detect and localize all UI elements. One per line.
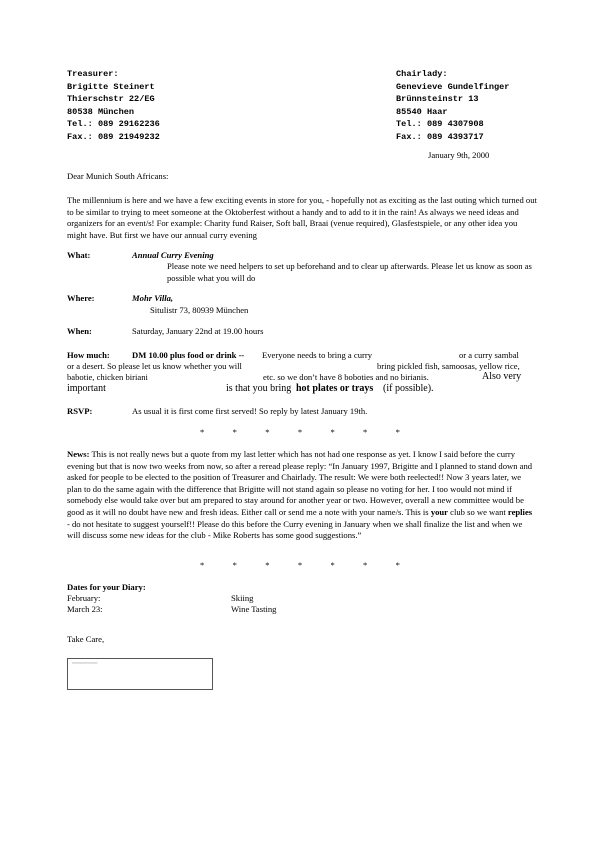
treasurer-address-block xyxy=(67,68,160,144)
news-quote-a: “In January 1997, Brigitte and I planned to stand down and asked for people to be elected to the position of Treasurer and Chairlady. The result: We were both reelected!! Now 3 years later, we plan to do the same again with the difference that Brigitte will not stand again so please no voting for her. I too would not mind if somebody else would take over but am prepared to stay around for another year or two. However, overall a new committee would be good as it will no doubt have new and fresh ideas. Either call or send me a note with your name/s. This is xyxy=(67,460,533,517)
how-much-line4b: is that you bring xyxy=(226,383,292,394)
separator-star: * xyxy=(297,427,303,437)
news-label: News: xyxy=(67,449,90,459)
chairlady-name: Genevieve Gundelfinger xyxy=(396,81,510,92)
how-much-label: How much: xyxy=(67,350,110,360)
diary-title: Dates for your Diary: xyxy=(67,582,146,592)
letter-date: January 9th, 2000 xyxy=(428,150,490,160)
signature-placeholder: ▭▭▭▭▭▭▭▭▭ xyxy=(72,661,98,665)
diary-date: March 23: xyxy=(67,604,103,614)
how-much-line3b: etc. so we don’t have 8 boboties and no birianis. xyxy=(263,372,429,382)
what-text: Please note we need helpers to set up beforehand and to clear up afterwards. Please let us know as soon as possible what you will do xyxy=(167,261,532,283)
how-much-line2a: or a desert. So please let us know whether you will xyxy=(67,361,242,371)
news-quote-replies: replies xyxy=(507,506,533,517)
chairlady-tel: Tel.: 089 4307908 xyxy=(396,119,484,130)
separator-stars-2 xyxy=(200,560,400,570)
diary-event: Wine Tasting xyxy=(231,604,277,614)
separator-star: * xyxy=(265,560,270,570)
diary-event: Skiing xyxy=(231,593,254,603)
treasurer-street: Thierschstr 22/EG xyxy=(67,94,155,105)
where-label: Where: xyxy=(67,293,95,303)
chairlady-fax: Fax.: 089 4393717 xyxy=(396,131,484,142)
greeting: Dear Munich South Africans: xyxy=(67,171,169,181)
what-label: What: xyxy=(67,250,91,260)
separator-star: * xyxy=(200,560,205,570)
news-paragraph xyxy=(67,449,537,542)
treasurer-tel: Tel.: 089 29162236 xyxy=(67,119,160,130)
separator-star: * xyxy=(265,427,270,437)
chairlady-street: Brünnsteinstr 13 xyxy=(396,94,479,105)
how-much-line4a: important xyxy=(67,383,106,394)
separator-star: * xyxy=(330,427,335,437)
where-title: Mohr Villa, xyxy=(132,293,174,303)
rsvp-text: As usual it is first come first served! So reply by latest January 19th. xyxy=(132,406,368,416)
treasurer-city: 80538 München xyxy=(67,106,135,117)
news-lead: This is not really news but a quote from my last letter which has not had one response as yet. I know I said before the curry evening but that is now two weeks from now, so after a reread please reply: xyxy=(67,449,516,471)
when-label: When: xyxy=(67,326,92,336)
chairlady-role: Chairlady: xyxy=(396,69,448,79)
separator-star: * xyxy=(232,427,237,437)
separator-star: * xyxy=(395,427,400,437)
separator-star: * xyxy=(363,560,368,570)
separator-star: * xyxy=(395,560,400,570)
how-much-text1: Everyone needs to bring a curry xyxy=(262,350,373,360)
what-title: Annual Curry Evening xyxy=(132,250,214,260)
where-address: Situlistr 73, 80939 München xyxy=(150,305,249,315)
separator-star: * xyxy=(363,427,368,437)
closing: Take Care, xyxy=(67,634,105,644)
how-much-price: DM 10.00 plus food or drink -- xyxy=(132,350,245,360)
signature-image-box xyxy=(67,658,213,690)
how-much-line2b: bring pickled fish, samoosas, yellow rice, xyxy=(377,361,520,371)
how-much-line4d: (if possible). xyxy=(383,383,434,394)
chairlady-address-block xyxy=(396,68,509,144)
separator-star: * xyxy=(232,560,237,570)
how-much-line3c: Also very xyxy=(482,371,522,382)
when-text: Saturday, January 22nd at 19.00 hours xyxy=(132,326,264,336)
rsvp-label: RSVP: xyxy=(67,406,93,416)
how-much-line4c: hot plates or trays xyxy=(296,383,374,394)
news-quote-b: club so we want xyxy=(450,506,506,517)
news-quote-c: - do not hesitate to suggest yourself!! Please do this before the Curry evening in January when we shall finalize the list and when we will discuss some new ideas for the club - Mike Roberts has some good suggestions.” xyxy=(67,518,523,541)
news-quote-your: your xyxy=(430,506,448,517)
how-much-text2: or a curry sambal xyxy=(459,350,519,360)
diary-date: February: xyxy=(67,593,101,603)
separator-star: * xyxy=(330,560,335,570)
treasurer-fax: Fax.: 089 21949232 xyxy=(67,131,160,142)
separator-star: * xyxy=(200,427,205,437)
separator-stars-1 xyxy=(200,427,400,437)
treasurer-name: Brigitte Steinert xyxy=(67,81,155,92)
intro-paragraph: The millennium is here and we have a few exciting events in store for you, - hopefully not as exciting as the last outing which turned out to be similar to trying to meet someone at the Oktoberfest without a handy and to add to it in the rain! As always we need ideas and organizers for an event/s! For example: Charity fund Raiser, Soft ball, Braai (venue required), Glasfestspiele, or any other idea you might have. But first we have our annual curry evening xyxy=(67,195,537,240)
separator-star: * xyxy=(297,560,303,570)
chairlady-city: 85540 Haar xyxy=(396,106,448,117)
how-much-line3a: babotie, chicken biriani xyxy=(67,372,148,382)
treasurer-role: Treasurer: xyxy=(67,69,119,79)
